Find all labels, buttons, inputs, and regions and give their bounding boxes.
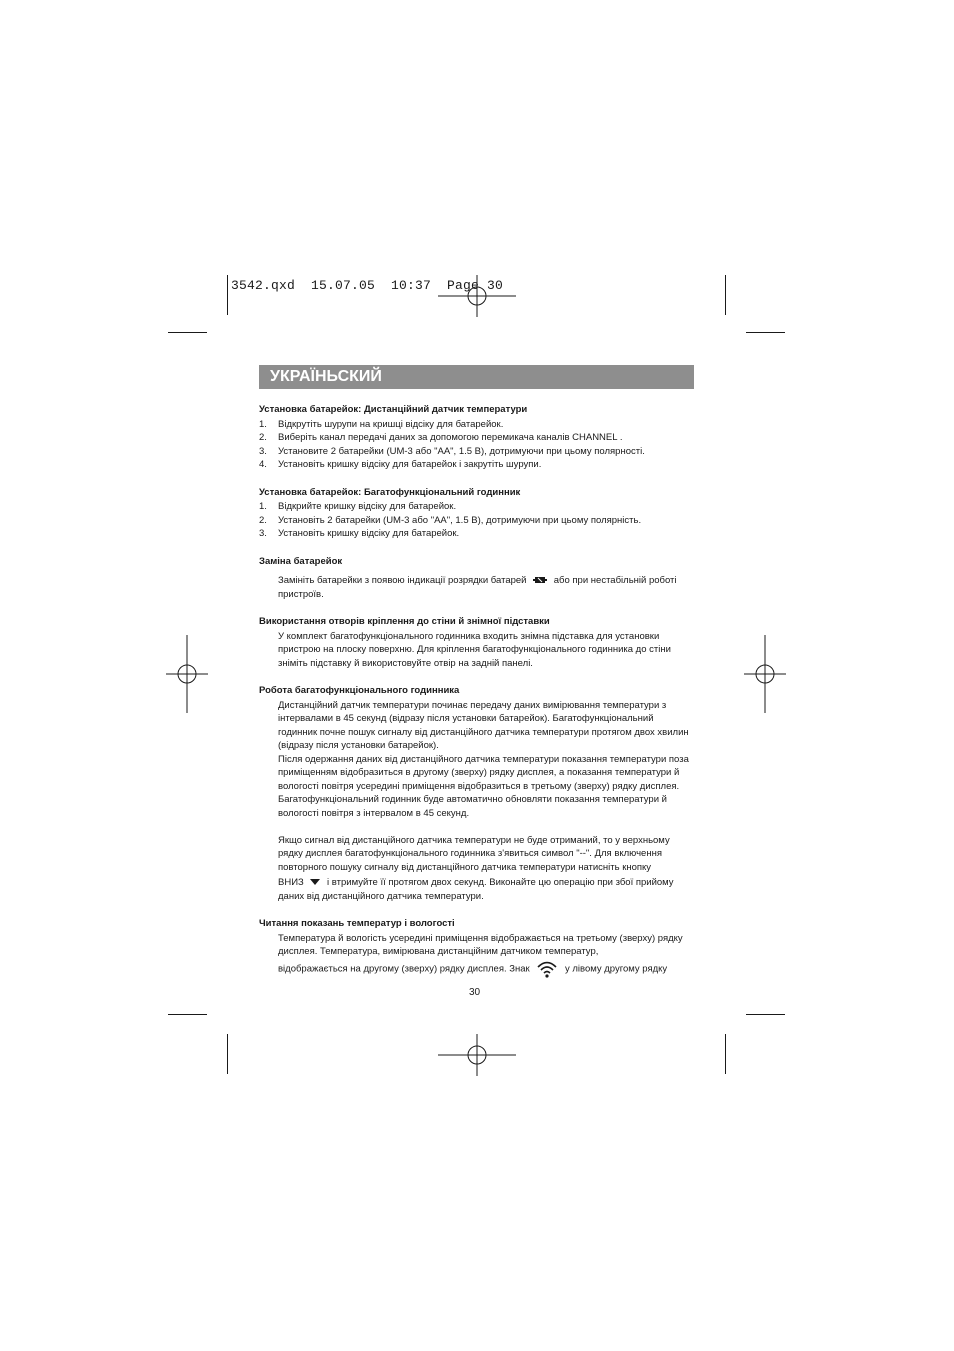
- list-item: 2. Установіть 2 батарейки (UM-3 або "AA", 1.5 В), дотримуючи при цьому полярність.: [259, 514, 642, 526]
- section-battery-sensor: [259, 403, 695, 472]
- section-heading: Робота багатофункціонального годинника: [259, 685, 460, 696]
- down-arrow-icon: [310, 879, 320, 885]
- section-heading: Установка батарейок: Багатофункціональний годинник: [259, 486, 521, 498]
- section-clock-operation: Робота багатофункціонального годинника Дистанційний датчик температури починає передачу даних вимірювання температури з інтервалами в 45 секунд (відразу після установки батарейок). Багатофункціональний годинник почне пошук сигналу від дистанційного датчика температури протягом двох хвилин (відразу після установки батарейок). Після одержання даних від дистанційного датчика температури показання температури поза приміщенням відобразиться в другому (зверху) рядку дисплея, а показання температури й вологості повітря усередині приміщення відобразиться в третьому (зверху) рядку дисплея. Багатофункціональний годинник буде автоматично обновляти показання температури й вологості повітря з інтервалом в 45 секунд. Якщо сигнал від дистанційного датчика температури не буде отриманий, то у верхньому рядку дисплея багатофункціонального годинника з'явиться символ "--". Для включення повторного пошуку сигналу від дистанційного датчика температури натисніть кнопку ВНИЗ і втримуйте її протягом двох секунд. Виконайте цю операцію при збої прийому даних від дистанційного датчика температури.: [259, 684, 695, 903]
- list-item: 4. Установіть кришку відсіку для батарейок і закрутіть шурупи.: [259, 459, 542, 470]
- registration-mark-right-icon: [744, 635, 786, 713]
- section-heading: Читання показань температур і вологості: [259, 918, 455, 929]
- steps-list: [259, 418, 695, 472]
- signal-reception-icon: [536, 959, 558, 979]
- section-battery-clock: [259, 486, 695, 541]
- down-button-label: ВНИЗ: [278, 877, 304, 888]
- section-battery-replace: Заміна батарейок Замініть батарейки з появою індикації розрядки батарей або при нестабільній роботі пристроїв.: [259, 555, 695, 602]
- registration-mark-bottom-icon: [438, 1034, 516, 1076]
- list-item: 1. Відкрутіть шурупи на кришці відсіку для батарейок.: [259, 418, 504, 430]
- print-slug: 3542.qxd 15.07.05 10:37 Page 30: [231, 278, 504, 293]
- section-reading-values: Читання показань температур і вологості Температура й вологість усередині приміщення відображається на третьому (зверху) рядку дисплея. Температура, вимірювана дистанційним датчиком температур, відображається на другому (зверху) рядку дисплея. Знак у лівому другому рядку: [259, 917, 695, 979]
- registration-mark-left-icon: [166, 635, 208, 713]
- page-content: [259, 403, 695, 993]
- page-number: 30: [469, 987, 481, 998]
- list-item: 2. Виберіть канал передачі даних за допомогою перемикача каналів CHANNEL .: [259, 432, 623, 443]
- list-item: 3. Установите 2 батарейки (UM-3 або "AA", 1.5 В), дотримуючи при цьому полярності.: [259, 445, 645, 457]
- section-heading: Використання отворів кріплення до стіни й знімної підставки: [259, 616, 550, 627]
- section-heading: Установка батарейок: Дистанційний датчик температури: [259, 404, 528, 415]
- low-battery-icon: [533, 576, 547, 584]
- section-heading: Заміна батарейок: [259, 555, 343, 567]
- list-item: 3. Установіть кришку відсіку для батарейок.: [259, 528, 460, 539]
- steps-list: [259, 500, 695, 541]
- list-item: 1. Відкрийте кришку відсіку для батарейок.: [259, 501, 457, 512]
- section-wall-mount: Використання отворів кріплення до стіни й знімної підставки У комплект багатофункціонального годинника входить знімна підставка для установки пристрою на плоску поверхню. Для кріплення багатофункціонального годинника до стіни зніміть підставку й використовуйте отвір на задній панелі.: [259, 615, 695, 670]
- language-banner: УКРАЇНЬСКИЙ: [259, 365, 694, 389]
